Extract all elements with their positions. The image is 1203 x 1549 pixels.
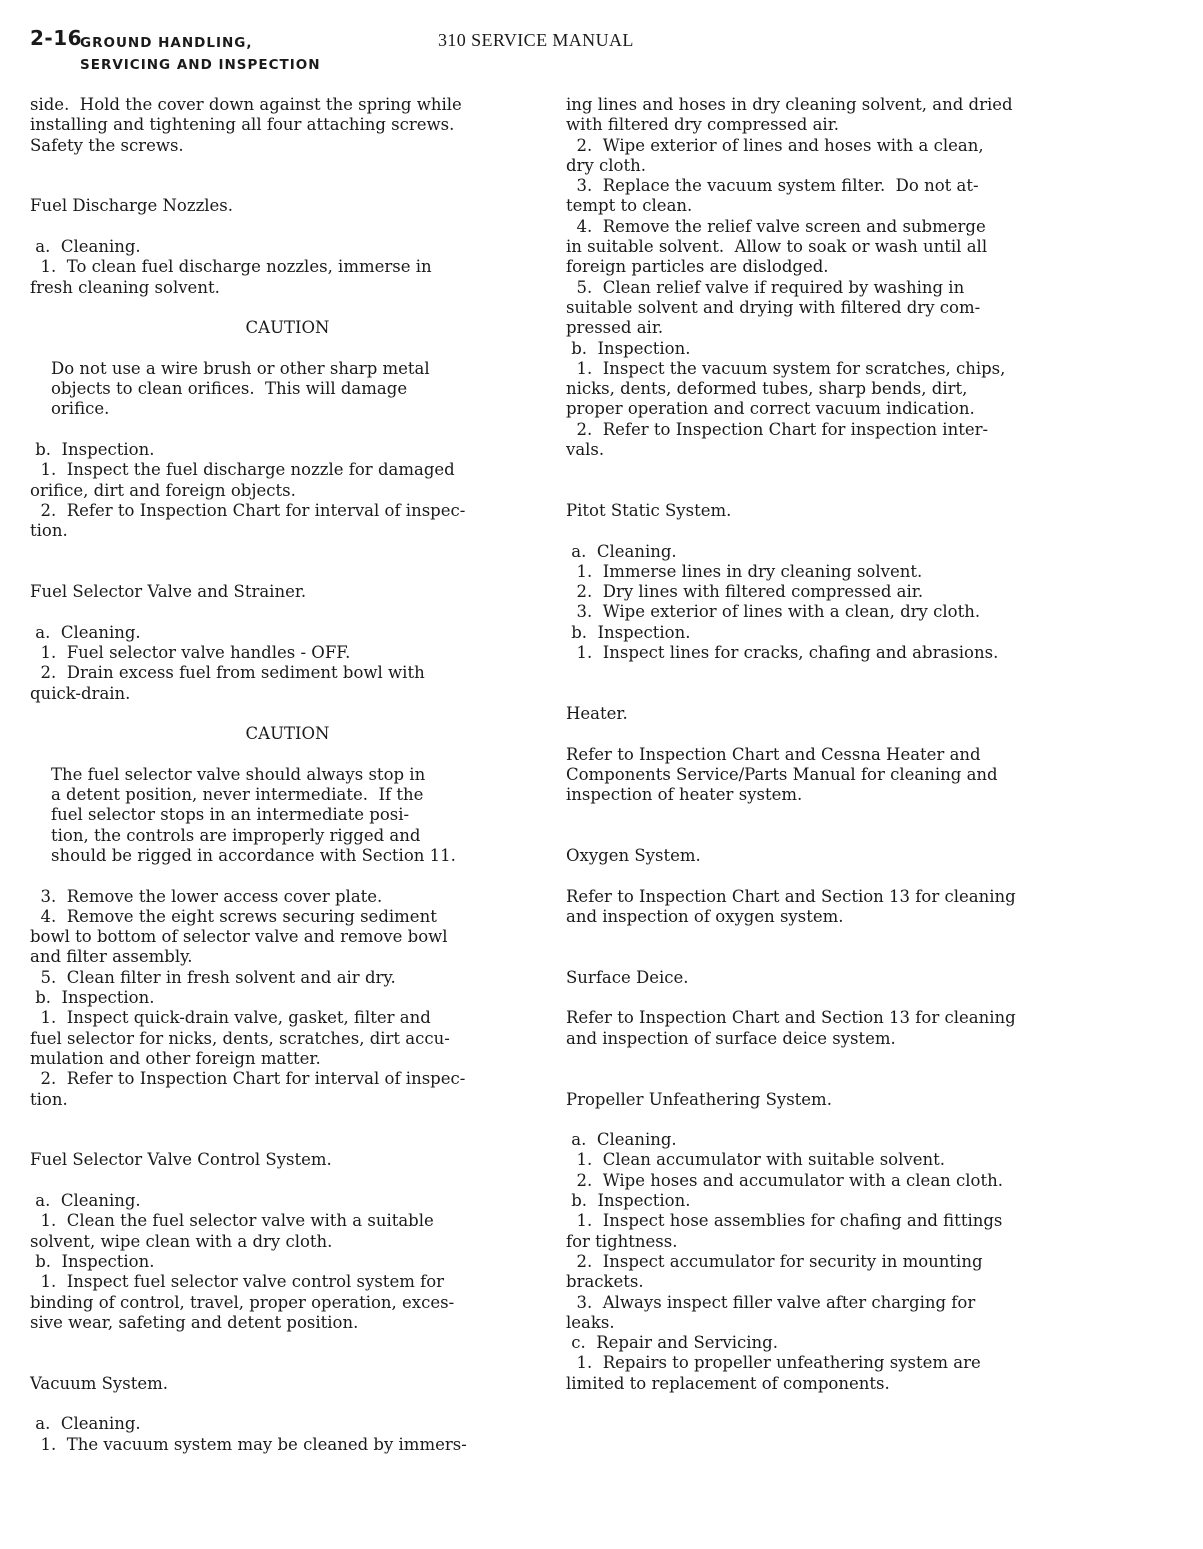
text-line: Refer to Inspection Chart and Cessna Heater and bbox=[566, 744, 981, 764]
text-line: a. Cleaning. bbox=[566, 541, 677, 561]
text-line: 4. Remove the eight screws securing sediment bbox=[30, 906, 437, 926]
text-line: 2. Refer to Inspection Chart for interval of inspec- bbox=[30, 500, 466, 520]
section-title bbox=[80, 32, 321, 76]
section-title-line2: SERVICING AND INSPECTION bbox=[80, 57, 321, 73]
text-line bbox=[566, 663, 1181, 683]
text-line: Do not use a wire brush or other sharp metal bbox=[30, 358, 430, 378]
text-line: 2. Dry lines with filtered compressed air. bbox=[566, 582, 924, 602]
text-line bbox=[30, 217, 545, 237]
text-line: in suitable solvent. Allow to soak or wash until all bbox=[566, 237, 988, 257]
text-line bbox=[566, 1069, 1181, 1089]
text-line bbox=[30, 1130, 545, 1150]
text-line: Propeller Unfeathering System. bbox=[566, 1089, 832, 1109]
text-line: b. Inspection. bbox=[30, 440, 155, 460]
text-line: dry cloth. bbox=[566, 155, 646, 175]
text-line: solvent, wipe clean with a dry cloth. bbox=[30, 1231, 333, 1251]
text-line bbox=[566, 1049, 1181, 1069]
text-line: suitable solvent and drying with filtered dry com- bbox=[566, 297, 981, 317]
text-line: pressed air. bbox=[566, 318, 664, 338]
text-line bbox=[30, 704, 545, 724]
text-line: orifice, dirt and foreign objects. bbox=[30, 480, 296, 500]
text-line: fuel selector for nicks, dents, scratches, dirt accu- bbox=[30, 1028, 450, 1048]
text-line bbox=[30, 542, 545, 562]
caution-heading: CAUTION bbox=[245, 724, 330, 744]
text-line: a. Cleaning. bbox=[30, 1414, 141, 1434]
text-line: objects to clean orifices. This will damage bbox=[30, 379, 408, 399]
text-line bbox=[566, 866, 1181, 886]
text-line: c. Repair and Servicing. bbox=[566, 1333, 778, 1353]
text-line: Fuel Discharge Nozzles. bbox=[30, 196, 234, 216]
text-line: Fuel Selector Valve Control System. bbox=[30, 1150, 332, 1170]
text-line: quick-drain. bbox=[30, 683, 131, 703]
text-line: tempt to clean. bbox=[566, 196, 693, 216]
text-line: 2. Refer to Inspection Chart for inspection inter- bbox=[566, 419, 989, 439]
text-line bbox=[566, 460, 1181, 480]
text-line: 5. Clean relief valve if required by washing in bbox=[566, 277, 965, 297]
text-line: 4. Remove the relief valve screen and submerge bbox=[566, 216, 986, 236]
text-line: a. Cleaning. bbox=[30, 622, 141, 642]
text-line: a. Cleaning. bbox=[30, 237, 141, 257]
text-line: 1. Inspect lines for cracks, chafing and abrasions. bbox=[566, 643, 999, 663]
text-line: 3. Remove the lower access cover plate. bbox=[30, 886, 383, 906]
text-line: Oxygen System. bbox=[566, 845, 701, 865]
text-line: 1. Inspect the fuel discharge nozzle for damaged bbox=[30, 460, 455, 480]
text-line: leaks. bbox=[566, 1312, 615, 1332]
text-line: proper operation and correct vacuum indication. bbox=[566, 399, 975, 419]
text-line: mulation and other foreign matter. bbox=[30, 1048, 321, 1068]
text-line bbox=[30, 420, 545, 440]
text-line: 2. Refer to Inspection Chart for interval of inspec- bbox=[30, 1069, 466, 1089]
text-line: Pitot Static System. bbox=[566, 500, 732, 520]
text-line: foreign particles are dislodged. bbox=[566, 257, 829, 277]
text-line bbox=[566, 481, 1181, 501]
left-column bbox=[30, 95, 545, 1455]
text-line: inspection of heater system. bbox=[566, 785, 803, 805]
text-line bbox=[566, 684, 1181, 704]
text-line: 1. Inspect hose assemblies for chafing and fittings bbox=[566, 1211, 1003, 1231]
right-column bbox=[566, 95, 1181, 1394]
text-line: tion, the controls are improperly rigged and bbox=[30, 825, 421, 845]
text-line bbox=[30, 602, 545, 622]
text-line bbox=[566, 927, 1181, 947]
text-line: 2. Wipe hoses and accumulator with a clean cloth. bbox=[566, 1170, 1003, 1190]
text-line bbox=[566, 521, 1181, 541]
text-line bbox=[30, 866, 545, 886]
section-title-line1: GROUND HANDLING, bbox=[80, 35, 253, 51]
text-line: brackets. bbox=[566, 1272, 644, 1292]
text-line: b. Inspection. bbox=[566, 1191, 691, 1211]
text-line: Refer to Inspection Chart and Section 13 for cleaning bbox=[566, 886, 1016, 906]
text-line: 2. Wipe exterior of lines and hoses with a clean, bbox=[566, 135, 984, 155]
text-line bbox=[30, 176, 545, 196]
text-line bbox=[566, 805, 1181, 825]
text-line: bowl to bottom of selector valve and remove bowl bbox=[30, 927, 448, 947]
text-line: for tightness. bbox=[566, 1231, 678, 1251]
text-line: 3. Replace the vacuum system filter. Do not at- bbox=[566, 176, 979, 196]
text-line: 1. Inspect quick-drain valve, gasket, filter and bbox=[30, 1008, 431, 1028]
text-line bbox=[30, 1333, 545, 1353]
caution-heading: CAUTION bbox=[245, 318, 330, 338]
text-line: fuel selector stops in an intermediate posi- bbox=[30, 805, 410, 825]
text-line: Safety the screws. bbox=[30, 135, 184, 155]
text-line: and inspection of surface deice system. bbox=[566, 1028, 896, 1048]
text-line bbox=[30, 156, 545, 176]
text-line bbox=[566, 826, 1181, 846]
text-line: side. Hold the cover down against the spring while bbox=[30, 95, 462, 114]
text-line bbox=[30, 1171, 545, 1191]
text-line bbox=[30, 1353, 545, 1373]
text-line: a. Cleaning. bbox=[566, 1130, 677, 1150]
page-number: 2-16 bbox=[30, 26, 83, 50]
text-line: nicks, dents, deformed tubes, sharp bends, dirt, bbox=[566, 379, 968, 399]
text-line: b. Inspection. bbox=[566, 338, 691, 358]
text-line: should be rigged in accordance with Section 11. bbox=[30, 845, 456, 865]
text-line: 5. Clean filter in fresh solvent and air dry. bbox=[30, 967, 396, 987]
text-line: 1. Repairs to propeller unfeathering system are bbox=[566, 1353, 981, 1373]
text-line: 1. Clean the fuel selector valve with a suitable bbox=[30, 1211, 434, 1231]
text-line: Heater. bbox=[566, 703, 628, 723]
text-line: b. Inspection. bbox=[30, 988, 155, 1008]
text-line: 2. Inspect accumulator for security in mounting bbox=[566, 1251, 983, 1271]
text-line: fresh cleaning solvent. bbox=[30, 277, 220, 297]
text-line: sive wear, safeting and detent position. bbox=[30, 1312, 359, 1332]
text-line: tion. bbox=[30, 521, 68, 541]
text-line bbox=[566, 724, 1181, 744]
text-line: Fuel Selector Valve and Strainer. bbox=[30, 582, 307, 602]
text-line: 2. Drain excess fuel from sediment bowl with bbox=[30, 663, 425, 683]
text-line bbox=[30, 339, 545, 359]
text-line: Refer to Inspection Chart and Section 13 for cleaning bbox=[566, 1008, 1016, 1028]
text-line bbox=[30, 1394, 545, 1414]
text-line: Components Service/Parts Manual for cleaning and bbox=[566, 764, 998, 784]
manual-title: 310 SERVICE MANUAL bbox=[438, 30, 634, 50]
text-line bbox=[566, 1110, 1181, 1130]
text-line: a detent position, never intermediate. If the bbox=[30, 785, 424, 805]
text-line: with filtered dry compressed air. bbox=[566, 115, 840, 135]
text-line bbox=[566, 947, 1181, 967]
text-line: binding of control, travel, proper operation, exces- bbox=[30, 1292, 455, 1312]
text-line: and filter assembly. bbox=[30, 947, 193, 967]
text-line: 1. Immerse lines in dry cleaning solvent. bbox=[566, 561, 923, 581]
text-line bbox=[566, 988, 1181, 1008]
text-line bbox=[30, 745, 545, 765]
text-line: and inspection of oxygen system. bbox=[566, 906, 844, 926]
text-line: 1. To clean fuel discharge nozzles, immerse in bbox=[30, 257, 432, 277]
text-line: The fuel selector valve should always stop in bbox=[30, 764, 426, 784]
text-line bbox=[30, 562, 545, 582]
text-line: Vacuum System. bbox=[30, 1373, 169, 1393]
text-line: 3. Always inspect filler valve after charging for bbox=[566, 1292, 976, 1312]
text-line: orifice. bbox=[30, 399, 110, 419]
text-line bbox=[30, 1110, 545, 1130]
text-line: 1. Inspect the vacuum system for scratches, chips, bbox=[566, 358, 1006, 378]
text-line: tion. bbox=[30, 1089, 68, 1109]
text-line: 1. Fuel selector valve handles - OFF. bbox=[30, 643, 351, 663]
text-line: b. Inspection. bbox=[30, 1251, 155, 1271]
text-line: 1. The vacuum system may be cleaned by immers- bbox=[30, 1434, 467, 1454]
text-line: a. Cleaning. bbox=[30, 1191, 141, 1211]
text-line: installing and tightening all four attaching screws. bbox=[30, 115, 455, 135]
text-line: 3. Wipe exterior of lines with a clean, dry cloth. bbox=[566, 602, 981, 622]
text-line: Surface Deice. bbox=[566, 967, 689, 987]
text-line: vals. bbox=[566, 440, 605, 460]
text-line: ing lines and hoses in dry cleaning solvent, and dried bbox=[566, 95, 1013, 114]
text-line: 1. Clean accumulator with suitable solvent. bbox=[566, 1150, 945, 1170]
text-line: b. Inspection. bbox=[566, 622, 691, 642]
text-line: limited to replacement of components. bbox=[566, 1373, 890, 1393]
text-line: 1. Inspect fuel selector valve control system for bbox=[30, 1272, 445, 1292]
text-line bbox=[30, 298, 545, 318]
